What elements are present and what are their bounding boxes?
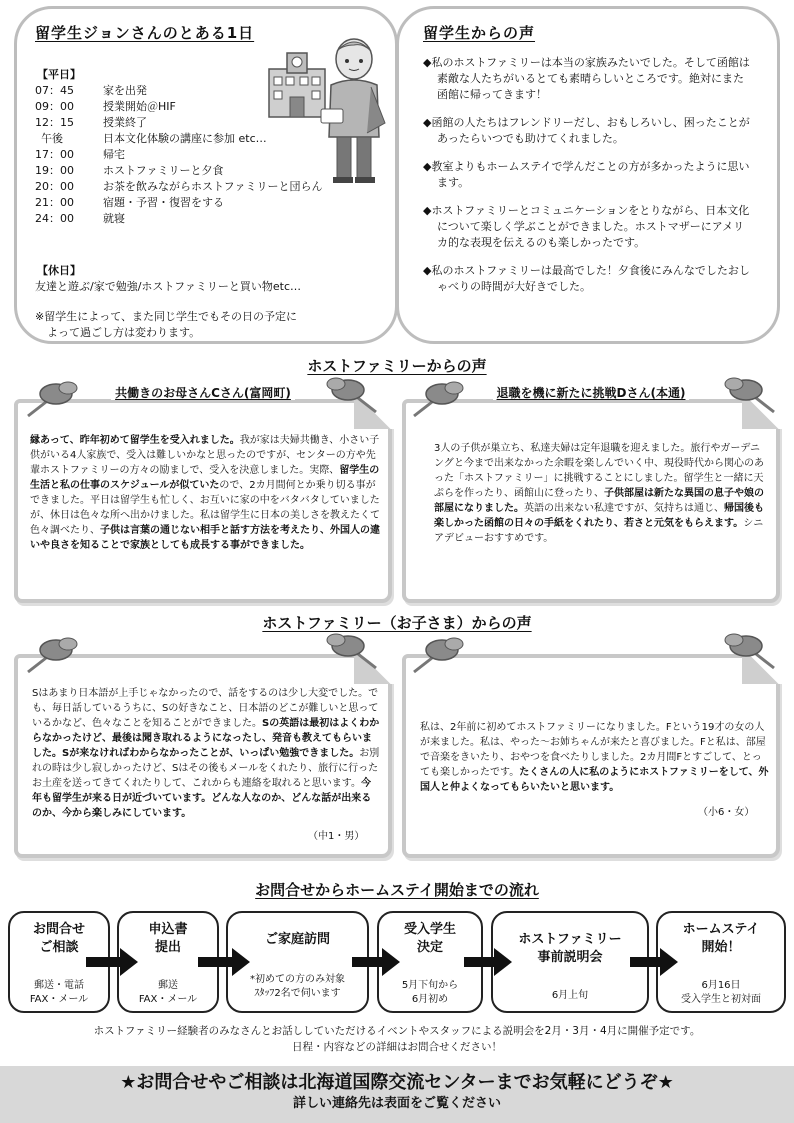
kids-section-title: ホストファミリー（お子さま）からの声 [262,614,532,632]
day-note: ※留学生によって、また同じ学生でもその日の予定に [35,310,297,323]
schedule-time: 21：00 [35,196,74,209]
schedule-activity: お茶を飲みながらホストファミリーと団らん [103,180,323,193]
schedule-activity: 家を出発 [103,84,147,97]
student-voice-item: ◆私のホストファミリーは本当の家族みたいでした。そして函館は素敵な人たちがいるとても素晴らしいところです。絶対にまた函館に帰ってきます！ [423,56,750,101]
footer-main: ★お問合せやご相談は北海道国際交流センターまでお気軽にどうぞ★ [120,1072,674,1093]
schedule-activity: 授業開始＠HIF [103,100,176,113]
flow-step-note: FAX・メール [138,994,198,1005]
schedule-activity: 宿題・予習・復習をする [103,196,224,209]
pushpin-icon [318,374,382,418]
flow-note-2: 日程・内容などの詳細はお問合せください！ [292,1041,502,1053]
weekday-label: 【平日】 [37,68,81,81]
student-voice-item: ◆私のホストファミリーは最高でした！夕食後にみんなでしたおしゃべりの時間が大好きでした。 [423,264,750,293]
flow-step-title: 決定 [416,940,443,955]
pushpin-icon [716,374,780,418]
flow-step-title: ホームステイ [682,922,760,937]
schedule-time: 19：00 [35,164,74,177]
host-right-heading: 退職を機に新たに挑戦Dさん(本通) [493,386,690,400]
pushpin-icon [22,378,86,422]
arrow-right-icon [352,948,400,976]
day-note-2: よって過ごし方は変わります。 [47,326,201,339]
flow-step-title: 事前説明会 [537,950,603,965]
day-title: 留学生ジョンさんのとある1日 [35,24,255,42]
pushpin-icon [22,634,86,678]
schedule-time: 20：00 [35,180,74,193]
flow-step-note: 6月16日 [701,980,741,991]
schedule-time: 午後 [41,132,63,145]
kids-right-body: 私は、2年前に初めてホストファミリーになりました。Fという19才の女の人が来ました。私は、やった～お姉ちゃんが来たと喜びました。Fと私は、部屋で音楽をきいたり、おやつを食べたりしました。2カ月間Fとすごして、とっても楽しかったです。たくさんの人に私のようにホストファミリーをして、外国人と仲よくなってもらいたいと思います。 [420,722,769,793]
flow-step-title: 提出 [154,940,181,955]
kids-left-body: Sはあまり日本語が上手じゃなかったので、話をするのは少し大変でした。でも、毎日話しているうちに、Sの好きなこと、日本語のどこが難しいと思っているかなど、色々なことを知ることができました。Sの英語は最初はよくわからなかったけど、最後は聞き取れるようになったし、発音も教えてもらいました。Sが来なければわからなかったことが、いっぱい勉強できました。お別れの時は少し寂しかったけど、Sはその後もメールをくれたり、旅行に行ったお土産を送ってきてくれたりして、これからも連絡を取れると思います。今年も留学生が来る日が近づいています。どんな人なのか、どんな話が出来るのか、今から楽しみにしています。 [32,688,380,819]
flow-step-title: ご相談 [39,940,79,955]
schedule-row [35,195,385,211]
arrow-right-icon [464,948,512,976]
schedule-time: 24：00 [35,212,74,225]
schedule-time: 12：15 [35,116,74,129]
holiday-label: 【休日】 [37,264,81,277]
schedule-time: 07：45 [35,84,74,97]
kids-right-sign: （小6・女） [698,807,755,818]
arrow-right-icon [198,948,250,976]
schedule-time: 09：00 [35,100,74,113]
student-voice-item: ◆函館の人たちはフレンドリーだし、おもしろいし、困ったことがあったらいつでも助けてくれました。 [423,116,750,145]
pushpin-icon [318,630,382,674]
arrow-right-icon [630,948,678,976]
schedule-activity: 就寝 [103,212,125,225]
flow-title: お問合せからホームステイ開始までの流れ [255,881,539,899]
flow-step-note: 6月上旬 [551,990,589,1001]
host-right-body: 3人の子供が巣立ち、私達夫婦は定年退職を迎えました。旅行やガーデニングと今まで出来なかった余暇を楽しんでいく中、現役時代から関心のあった「ホストファミリー」に挑戦することにしました。留学生と一緒に天ぷらを作ったり、函館山に登ったり、子供部屋は新たな異国の息子や娘の部屋になりました。英語の出来ない私達ですが、気持ちは通じ、帰国後も楽しかった函館の日々の手紙をくれたり、若さと元気をもらえます。シニアデビューおすすめです。 [434,443,764,544]
flow-step-note: *初めての方のみ対象 [250,974,345,985]
flow-step-5 [491,911,649,1013]
flow-step-note: ｽﾀｯﾌ2名で伺います [254,988,341,999]
kids-left-sign: （中1・男） [308,831,365,842]
flow-step-note: 郵送・電話 [34,980,84,991]
student-illustration [319,37,389,185]
host-left-body: 縁あって、昨年初めて留学生を受入れました。我が家は夫婦共働き、小さい子供がいる4人家族で、受入は難しいかなと思ったのですが、センターの方や先輩ホストファミリーの方々の励ましで、受入を決意しました。実際、留学生の生活と私の仕事のスケジュールが似ていたので、2カ月間何とか乗り切る事ができました。平日は留学生も忙しく、お互いに家の中をバタバタしていましたが、休日は色々な所へ出かけました。私は留学生に日本の美しさを教えたくて色々調べたり、子供は言葉の通じない相手と話す方法を考えたり、外国人の違いや良さを知ることで家族としても成長する事ができました。 [30,435,380,551]
pushpin-icon [408,378,472,422]
host-section-title: ホストファミリーからの声 [307,357,487,375]
footer-sub: 詳しい連絡先は表面をご覧ください [292,1096,501,1111]
flow-step-note: 郵送 [158,980,178,991]
student-voices-panel [396,6,780,344]
flow-step-title: 開始！ [701,940,741,955]
host-left-heading: 共働きのお母さんCさん(富岡町) [111,386,295,400]
flow-step-title: ホストファミリー [518,932,622,947]
pushpin-icon [716,630,780,674]
flow-step-note: 5月下旬から [401,980,459,991]
student-voice-item: ◆ホストファミリーとコミュニケーションをとりながら、日本文化について楽しく学ぶことができました。ホストマザーにアメリカ的な表現を伝えるのも楽しかったです。 [423,204,750,249]
flow-step-note: 6月初め [411,994,449,1005]
footer-banner [0,1066,794,1123]
student-voices-title: 留学生からの声 [423,24,536,42]
flow-step-title: お問合せ [32,922,85,937]
flow-note-1: ホストファミリー経験者のみなさんとお話ししていただけるイベントやスタッフによる説明会を2月・3月・4月に開催予定です。 [93,1025,701,1037]
day-panel [14,6,398,344]
schedule-activity: 授業終了 [103,116,147,129]
student-voice-item: ◆教室よりもホームステイで学んだことの方が多かったように思います。 [423,160,750,189]
holiday-text: 友達と遊ぶ/家で勉強/ホストファミリーと買い物etc… [35,280,301,293]
arrow-right-icon [86,948,138,976]
flow-step-title: 受入学生 [403,922,456,937]
flow-step-note: FAX・メール [29,994,89,1005]
schedule-activity: 帰宅 [103,148,125,161]
student-voices-list [423,55,753,307]
schedule-time: 17：00 [35,148,74,161]
flow-step-title: 申込書 [148,922,188,937]
schedule-activity: ホストファミリーと夕食 [103,164,224,177]
schedule-row [35,211,385,227]
pushpin-icon [408,634,472,678]
flow-step-title: ご家庭訪問 [264,932,330,947]
schedule-activity: 日本文化体験の講座に参加 etc… [103,132,267,145]
flow-step-note: 受入学生と初対面 [681,994,761,1005]
